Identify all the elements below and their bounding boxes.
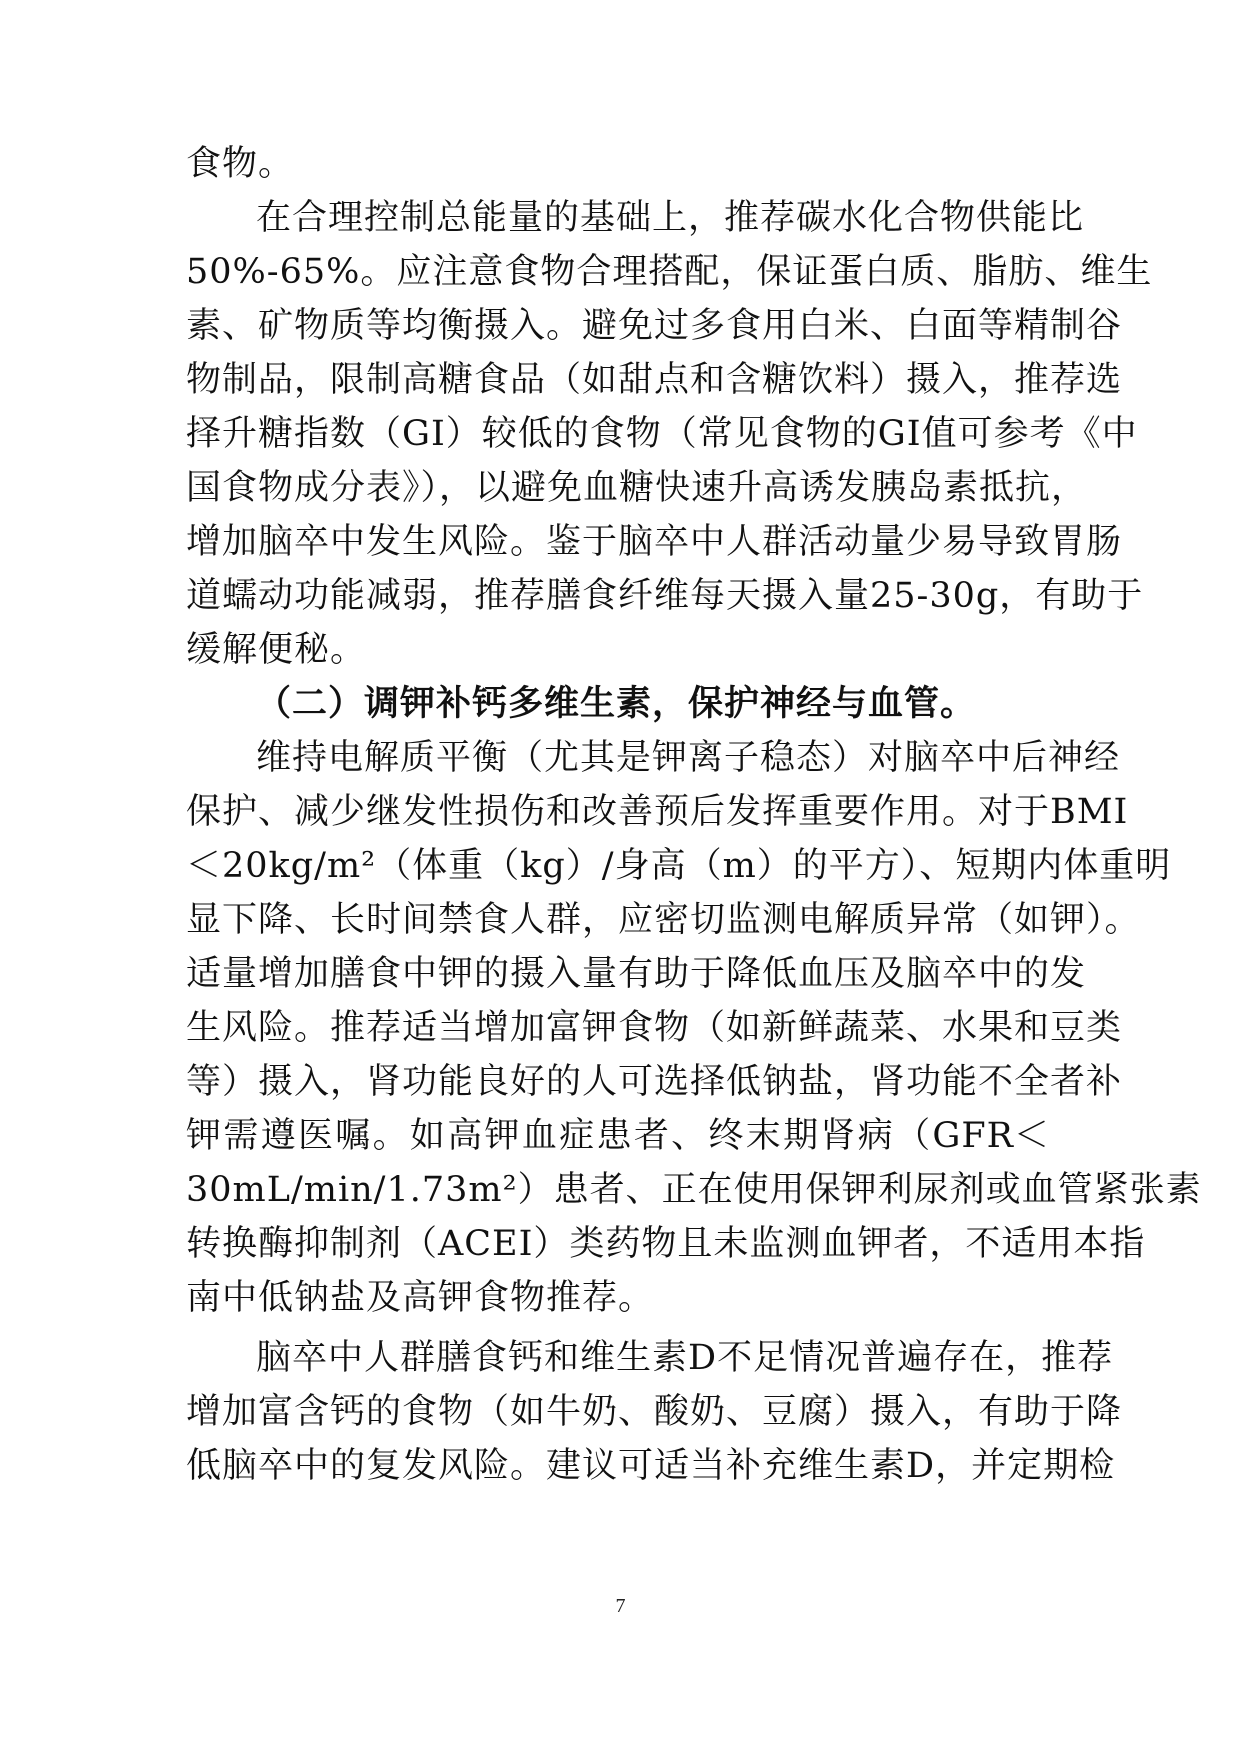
text-line: 增加富含钙的食物（如牛奶、酸奶、豆腐）摄入，有助于降 <box>186 1392 1123 1432</box>
text-line: 钾需遵医嘱。如高钾血症患者、终末期肾病（GFR＜ <box>186 1116 1050 1156</box>
text-line: 道蠕动功能减弱，推荐膳食纤维每天摄入量25-30g，有助于 <box>186 576 1144 616</box>
section-heading: （二）调钾补钙多维生素，保护神经与血管。 <box>256 683 977 724</box>
text-line: 物制品，限制高糖食品（如甜点和含糖饮料）摄入，推荐选 <box>186 360 1123 400</box>
text-line: ＜20kg/m²（体重（kg）/身高（m）的平方）、短期内体重明 <box>186 846 1172 886</box>
text-line: 30mL/min/1.73m²）患者、正在使用保钾利尿剂或血管紧张素 <box>186 1170 1202 1210</box>
text-line: 保护、减少继发性损伤和改善预后发挥重要作用。对于BMI <box>186 792 1129 832</box>
text-line: 低脑卒中的复发风险。建议可适当补充维生素D，并定期检 <box>186 1446 1116 1486</box>
text-line: 适量增加膳食中钾的摄入量有助于降低血压及脑卒中的发 <box>186 954 1087 994</box>
text-line: 食物。 <box>186 144 295 184</box>
text-line: 生风险。推荐适当增加富钾食物（如新鲜蔬菜、水果和豆类 <box>186 1008 1123 1048</box>
text-line: 等）摄入，肾功能良好的人可选择低钠盐，肾功能不全者补 <box>186 1062 1123 1102</box>
text-line: 脑卒中人群膳食钙和维生素D不足情况普遍存在，推荐 <box>256 1338 1114 1378</box>
text-line: 素、矿物质等均衡摄入。避免过多食用白米、白面等精制谷 <box>186 306 1123 346</box>
text-line: 增加脑卒中发生风险。鉴于脑卒中人群活动量少易导致胃肠 <box>186 522 1123 562</box>
text-line: 择升糖指数（GI）较低的食物（常见食物的GI值可参考《中 <box>186 414 1138 454</box>
text-line: 国食物成分表》），以避免血糖快速升高诱发胰岛素抵抗， <box>186 468 1088 508</box>
text-line: 缓解便秘。 <box>186 630 367 670</box>
page-number: 7 <box>615 1595 626 1617</box>
text-line: 南中低钠盐及高钾食物推荐。 <box>186 1278 655 1318</box>
text-line: 50%-65%。应注意食物合理搭配，保证蛋白质、脂肪、维生 <box>186 252 1153 292</box>
text-line: 维持电解质平衡（尤其是钾离子稳态）对脑卒中后神经 <box>256 738 1121 778</box>
text-line: 在合理控制总能量的基础上，推荐碳水化合物供能比 <box>256 198 1085 238</box>
text-line: 显下降、长时间禁食人群，应密切监测电解质异常（如钾）。 <box>186 900 1141 940</box>
text-line: 转换酶抑制剂（ACEI）类药物且未监测血钾者，不适用本指 <box>186 1224 1146 1264</box>
